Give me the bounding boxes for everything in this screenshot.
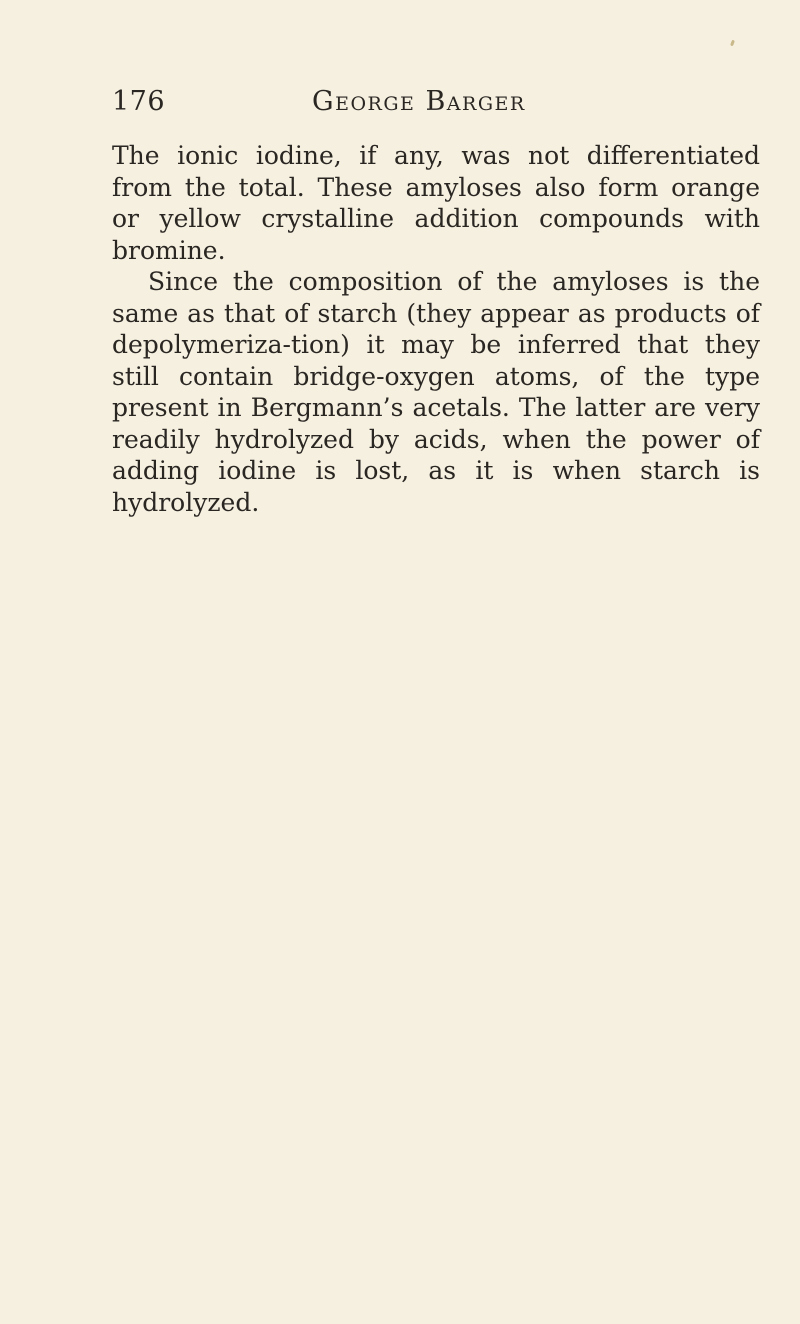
paper-speck — [730, 40, 735, 47]
page-header — [112, 86, 760, 126]
paragraph-2: Since the composition of the amyloses is the same as that of starch (they appear as products of depolymeriza-tion) it may be inferred that they still contain bridge-oxygen atoms, of the type present in Bergmann’s acetals. The latter are very readily hydrolyzed by acids, when the power of adding iodine is lost, as it is when starch is hydrolyzed. — [112, 267, 760, 517]
page-number: 176 — [112, 86, 166, 117]
running-head: George Barger — [312, 86, 526, 117]
paragraph-1: The ionic iodine, if any, was not differentiated from the total. These amyloses also form orange or yellow crystalline addition compounds with bromine. — [112, 141, 760, 265]
body-text — [112, 140, 760, 518]
